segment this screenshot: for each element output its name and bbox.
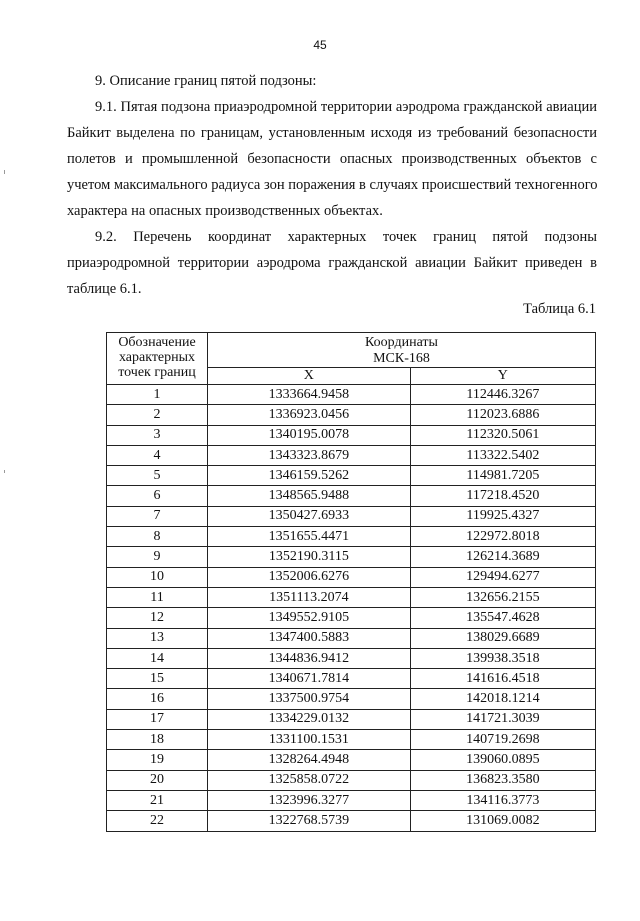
x-coordinate-cell: 1340671.7814 — [208, 669, 411, 689]
table-row — [107, 385, 596, 405]
point-number-cell: 20 — [107, 770, 208, 790]
x-coordinate-cell: 1346159.5262 — [208, 466, 411, 486]
header-point-line: Обозначение — [118, 335, 196, 350]
table-row — [107, 648, 596, 668]
x-coordinate-cell: 1337500.9754 — [208, 689, 411, 709]
point-number-cell: 3 — [107, 425, 208, 445]
x-coordinate-cell: 1328264.4948 — [208, 750, 411, 770]
x-coordinate-cell: 1352006.6276 — [208, 567, 411, 587]
table-row — [107, 689, 596, 709]
y-coordinate-cell: 141721.3039 — [410, 709, 595, 729]
x-coordinate-cell: 1325858.0722 — [208, 770, 411, 790]
point-number-cell: 22 — [107, 811, 208, 831]
y-coordinate-cell: 138029.6689 — [410, 628, 595, 648]
y-coordinate-cell: 136823.3580 — [410, 770, 595, 790]
point-number-cell: 2 — [107, 405, 208, 425]
table-row — [107, 628, 596, 648]
point-number-cell: 6 — [107, 486, 208, 506]
table-row — [107, 790, 596, 810]
paragraph-9-1 — [67, 94, 598, 224]
y-coordinate-cell: 122972.8018 — [410, 527, 595, 547]
header-x: X — [208, 368, 411, 385]
point-number-cell: 5 — [107, 466, 208, 486]
point-number-cell: 15 — [107, 669, 208, 689]
x-coordinate-cell: 1349552.9105 — [208, 608, 411, 628]
y-coordinate-cell: 112023.6886 — [410, 405, 595, 425]
point-number-cell: 10 — [107, 567, 208, 587]
point-number-cell: 21 — [107, 790, 208, 810]
y-coordinate-cell: 112320.5061 — [410, 425, 595, 445]
y-coordinate-cell: 117218.4520 — [410, 486, 595, 506]
page-number: 45 — [313, 38, 327, 52]
table-row — [107, 709, 596, 729]
x-coordinate-cell: 1334229.0132 — [208, 709, 411, 729]
header-coordinates — [208, 333, 596, 368]
table-row — [107, 527, 596, 547]
y-coordinate-cell: 140719.2698 — [410, 730, 595, 750]
x-coordinate-cell: 1350427.6933 — [208, 506, 411, 526]
y-coordinate-cell: 131069.0082 — [410, 811, 595, 831]
y-coordinate-cell: 129494.6277 — [410, 567, 595, 587]
point-number-cell: 16 — [107, 689, 208, 709]
point-number-cell: 8 — [107, 527, 208, 547]
coordinates-table — [106, 332, 596, 832]
x-coordinate-cell: 1344836.9412 — [208, 648, 411, 668]
section-heading: 9. Описание границ пятой подзоны: — [95, 73, 317, 89]
paragraph-line: приаэродромной территории аэродрома гражданской авиации Байкит приведен в — [67, 255, 597, 271]
scan-mark — [4, 170, 5, 174]
table-row — [107, 567, 596, 587]
point-number-cell: 17 — [107, 709, 208, 729]
paragraph-line: полетов и промышленной безопасности опасных производственных объектов с — [67, 151, 597, 167]
x-coordinate-cell: 1352190.3115 — [208, 547, 411, 567]
y-coordinate-cell: 126214.3689 — [410, 547, 595, 567]
y-coordinate-cell: 114981.7205 — [410, 466, 595, 486]
paragraph-line: учетом максимального радиуса зон поражения в случаях происшествий техногенного — [67, 177, 598, 193]
x-coordinate-cell: 1323996.3277 — [208, 790, 411, 810]
point-number-cell: 4 — [107, 445, 208, 465]
table-caption: Таблица 6.1 — [523, 301, 596, 317]
table-row — [107, 750, 596, 770]
y-coordinate-cell: 112446.3267 — [410, 385, 595, 405]
x-coordinate-cell: 1331100.1531 — [208, 730, 411, 750]
y-coordinate-cell: 132656.2155 — [410, 587, 595, 607]
paragraph-line: 9.2. Перечень координат характерных точек границ пятой подзоны — [95, 229, 597, 245]
table-row — [107, 466, 596, 486]
point-number-cell: 9 — [107, 547, 208, 567]
table-row — [107, 730, 596, 750]
header-coords-line: МСК-168 — [373, 351, 430, 366]
paragraph-9-2 — [67, 224, 597, 302]
paragraph-line: 9.1. Пятая подзона приаэродромной территории аэродрома гражданской авиации — [95, 99, 597, 115]
header-point-line: характерных — [118, 350, 196, 365]
table-row — [107, 405, 596, 425]
header-y: Y — [410, 368, 595, 385]
table-row — [107, 445, 596, 465]
x-coordinate-cell: 1333664.9458 — [208, 385, 411, 405]
y-coordinate-cell: 135547.4628 — [410, 608, 595, 628]
y-coordinate-cell: 113322.5402 — [410, 445, 595, 465]
x-coordinate-cell: 1343323.8679 — [208, 445, 411, 465]
y-coordinate-cell: 139060.0895 — [410, 750, 595, 770]
x-coordinate-cell: 1351655.4471 — [208, 527, 411, 547]
table-body — [107, 385, 596, 832]
paragraph-line: характера на опасных производственных объектах. — [67, 203, 383, 219]
table-row — [107, 608, 596, 628]
table-row — [107, 669, 596, 689]
point-number-cell: 13 — [107, 628, 208, 648]
table-row — [107, 506, 596, 526]
scan-mark — [4, 470, 5, 473]
table-row — [107, 547, 596, 567]
header-point-line: точек границ — [118, 365, 196, 380]
paragraph-line: таблице 6.1. — [67, 281, 142, 297]
point-number-cell: 7 — [107, 506, 208, 526]
table-row — [107, 425, 596, 445]
x-coordinate-cell: 1336923.0456 — [208, 405, 411, 425]
y-coordinate-cell: 142018.1214 — [410, 689, 595, 709]
x-coordinate-cell: 1340195.0078 — [208, 425, 411, 445]
header-point-designation — [107, 333, 208, 385]
x-coordinate-cell: 1351113.2074 — [208, 587, 411, 607]
point-number-cell: 14 — [107, 648, 208, 668]
y-coordinate-cell: 139938.3518 — [410, 648, 595, 668]
table-row — [107, 770, 596, 790]
y-coordinate-cell: 141616.4518 — [410, 669, 595, 689]
x-coordinate-cell: 1348565.9488 — [208, 486, 411, 506]
paragraph-line: Байкит выделена по границам, установленным исходя из требований безопасности — [67, 125, 597, 141]
point-number-cell: 19 — [107, 750, 208, 770]
point-number-cell: 12 — [107, 608, 208, 628]
table-row — [107, 811, 596, 831]
y-coordinate-cell: 134116.3773 — [410, 790, 595, 810]
point-number-cell: 18 — [107, 730, 208, 750]
x-coordinate-cell: 1322768.5739 — [208, 811, 411, 831]
table-row — [107, 486, 596, 506]
point-number-cell: 1 — [107, 385, 208, 405]
x-coordinate-cell: 1347400.5883 — [208, 628, 411, 648]
table-row — [107, 587, 596, 607]
header-coords-line: Координаты — [365, 335, 438, 350]
y-coordinate-cell: 119925.4327 — [410, 506, 595, 526]
point-number-cell: 11 — [107, 587, 208, 607]
